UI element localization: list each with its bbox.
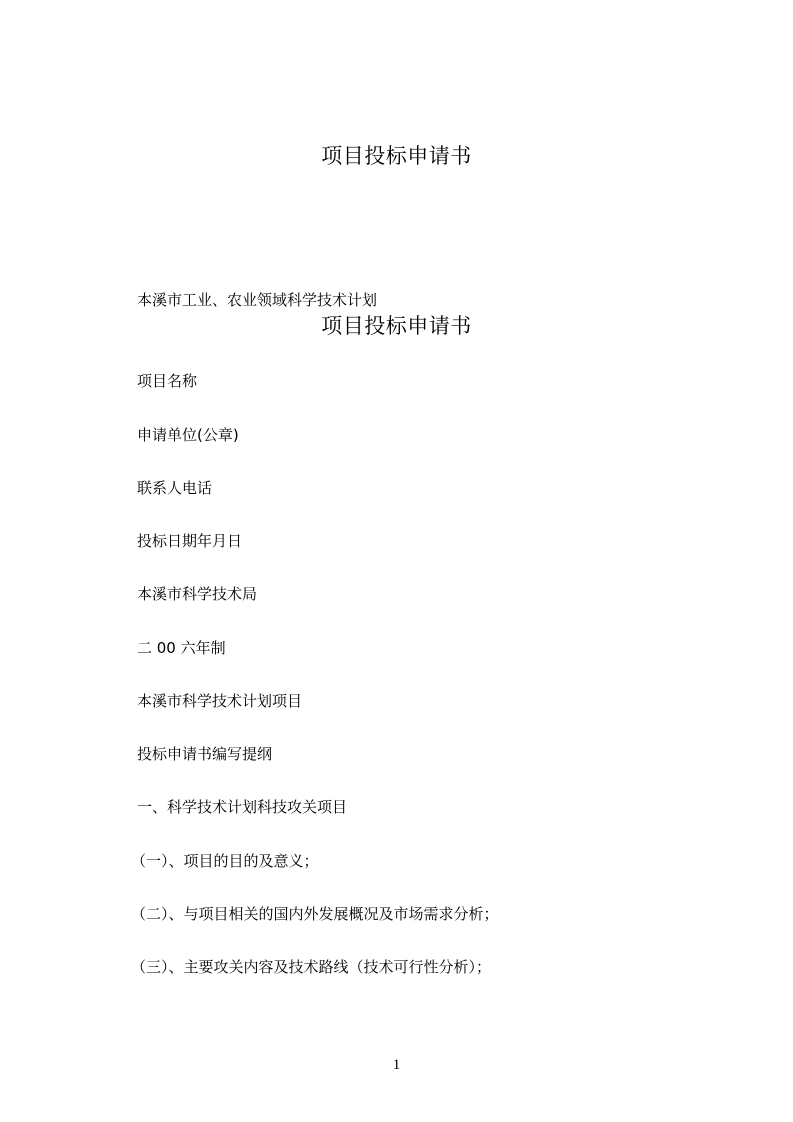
outline-heading-2: 投标申请书编写提纲 (137, 745, 273, 763)
year-made-text: 二 00 六年制 (137, 639, 226, 657)
outline-section-1: 一、科学技术计划科技攻关项目 (137, 798, 348, 816)
outline-item-2: （二）、与项目相关的国内外发展概况及市场需求分析； (131, 905, 499, 923)
applicant-unit-field: 申请单位(公章) (137, 426, 239, 444)
main-title: 项目投标申请书 (321, 314, 472, 338)
outline-item-1: （一）、项目的目的及意义； (131, 852, 319, 870)
plan-subtitle: 本溪市工业、农业领域科学技术计划 (137, 291, 378, 309)
project-name-field: 项目名称 (137, 372, 198, 390)
bid-date-field: 投标日期年月日 (137, 532, 243, 550)
issuer-text: 本溪市科学技术局 (137, 585, 258, 603)
outline-item-3: （三）、主要攻关内容及技术路线（技术可行性分析）； (131, 958, 492, 976)
page-number: 1 (392, 1057, 401, 1073)
contact-phone-field: 联系人电话 (137, 479, 213, 497)
cover-title: 项目投标申请书 (321, 144, 472, 168)
outline-heading-1: 本溪市科学技术计划项目 (137, 692, 303, 710)
